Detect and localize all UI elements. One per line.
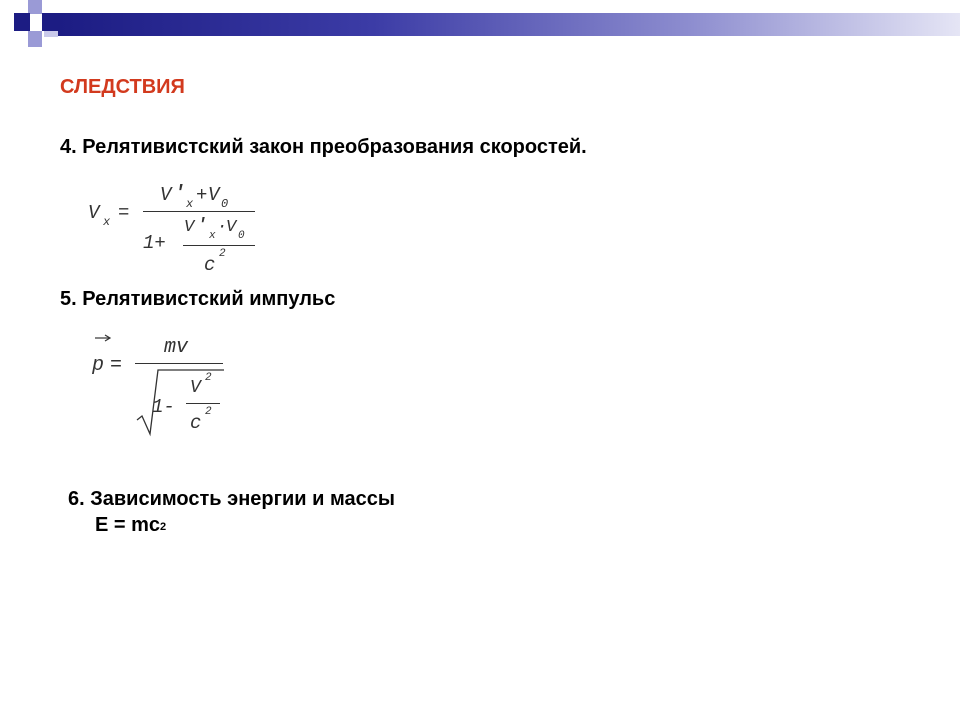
momentum-root-fraction-bar xyxy=(186,403,220,404)
momentum-main-fraction-bar xyxy=(135,363,223,364)
velocity-inner-dot: · xyxy=(217,218,228,237)
velocity-inner-den-c: c xyxy=(204,254,216,276)
header-bar xyxy=(58,13,960,36)
momentum-root-num-v: V xyxy=(190,378,201,398)
velocity-num-sub-x: x xyxy=(186,197,194,211)
velocity-num-plus: + xyxy=(196,184,208,206)
momentum-formula xyxy=(88,326,248,441)
velocity-num-v: V xyxy=(160,184,172,206)
vector-arrow-icon xyxy=(94,334,114,342)
item-heading-energy: 6. Зависимость энергии и массы xyxy=(68,488,395,510)
velocity-lhs-var: V xyxy=(88,202,100,224)
momentum-numerator: mv xyxy=(164,336,189,359)
velocity-num-prime: ' xyxy=(174,182,186,204)
energy-formula xyxy=(68,512,395,538)
velocity-num-sub-0: 0 xyxy=(221,197,229,211)
velocity-inner-sub-x: x xyxy=(209,230,216,242)
velocity-lhs-sub: x xyxy=(103,215,111,229)
item-heading-velocity: 4. Релятивистский закон преобразования скоростей. xyxy=(60,136,587,158)
velocity-inner-fraction-bar xyxy=(183,245,255,246)
energy-mass-block xyxy=(68,486,395,538)
slide-title: СЛЕДСТВИЯ xyxy=(60,76,185,98)
item-heading-momentum: 5. Релятивистский импульс xyxy=(60,288,336,310)
momentum-root-den-exp: 2 xyxy=(205,406,212,418)
velocity-main-fraction-bar xyxy=(143,211,255,212)
velocity-equals: = xyxy=(118,202,130,224)
velocity-inner-prime: ' xyxy=(197,216,208,235)
momentum-lhs-p: p xyxy=(92,354,105,377)
energy-formula-exp: 2 xyxy=(160,521,167,533)
velocity-inner-sub-0: 0 xyxy=(238,230,245,242)
velocity-num-v0: V xyxy=(208,184,220,206)
energy-formula-text: E = mc xyxy=(95,514,161,536)
momentum-root-den-c: c xyxy=(190,412,202,434)
velocity-inner-v0: V xyxy=(226,218,237,237)
velocity-inner-v: V xyxy=(184,218,195,237)
velocity-formula xyxy=(88,182,268,282)
velocity-den-one-plus: 1+ xyxy=(143,232,166,254)
momentum-root-num-exp: 2 xyxy=(205,372,212,384)
velocity-inner-den-exp: 2 xyxy=(219,248,226,260)
momentum-equals: = xyxy=(110,354,123,377)
momentum-root-one-minus: 1- xyxy=(152,396,175,418)
